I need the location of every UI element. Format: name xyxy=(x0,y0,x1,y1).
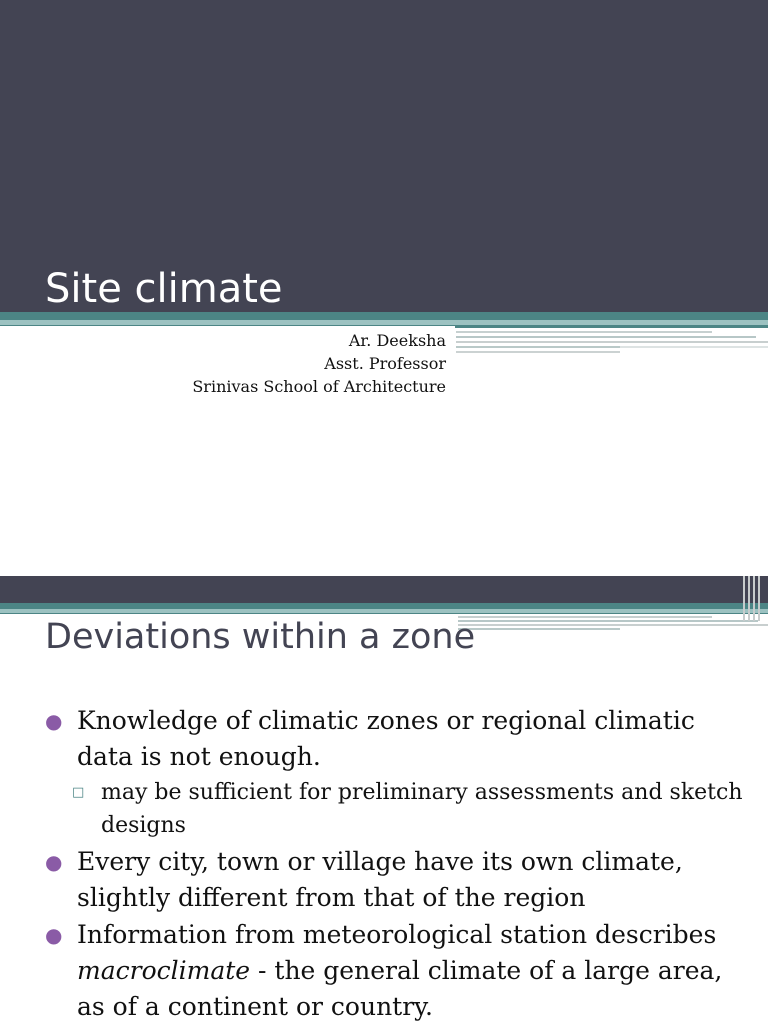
content-header-banner xyxy=(0,576,768,603)
decorative-line xyxy=(456,346,620,348)
presenter-info xyxy=(192,329,446,398)
sub-bullet-text: may be sufficient for preliminary assessments and sketch designs xyxy=(101,780,743,838)
bullet-item xyxy=(45,844,745,916)
decorative-line xyxy=(458,624,768,626)
sub-bullet-item xyxy=(45,776,745,842)
bullet-item xyxy=(45,917,745,1024)
bullet-text: Every city, town or village have its own climate, slightly different from that of the region xyxy=(77,847,683,912)
decorative-line xyxy=(458,620,758,622)
slide-title: Site climate xyxy=(45,266,283,312)
presenter-position: Asst. Professor xyxy=(324,354,446,373)
decorative-line xyxy=(456,341,768,343)
light-teal-divider-band xyxy=(0,609,768,613)
decorative-line xyxy=(456,336,756,338)
presenter-institution: Srinivas School of Architecture xyxy=(192,377,446,396)
vertical-stripes-decoration xyxy=(743,576,765,621)
bullet-item xyxy=(45,703,745,775)
bullet-text-before: Information from meteorological station describes xyxy=(77,920,717,949)
slide-title: Deviations within a zone xyxy=(45,617,476,657)
round-bullet-icon: ● xyxy=(45,850,63,874)
square-bullet-icon: □ xyxy=(72,785,85,800)
decorative-line xyxy=(620,346,768,348)
decorative-line xyxy=(456,331,712,333)
light-teal-divider-band xyxy=(0,320,768,325)
bullet-text: Knowledge of climatic zones or regional climatic data is not enough. xyxy=(77,706,695,771)
bullet-text-emphasis: macroclimate xyxy=(77,956,251,985)
presenter-name: Ar. Deeksha xyxy=(348,331,446,350)
bullet-text-after: - the general climate of a large area, as of a continent or country. xyxy=(77,956,723,1021)
decorative-line xyxy=(458,616,712,618)
bullet-list xyxy=(45,703,745,1024)
decorative-line xyxy=(458,628,620,630)
content-slide xyxy=(0,576,768,1024)
decorative-line xyxy=(456,351,620,353)
round-bullet-icon: ● xyxy=(45,923,63,947)
round-bullet-icon: ● xyxy=(45,709,63,733)
